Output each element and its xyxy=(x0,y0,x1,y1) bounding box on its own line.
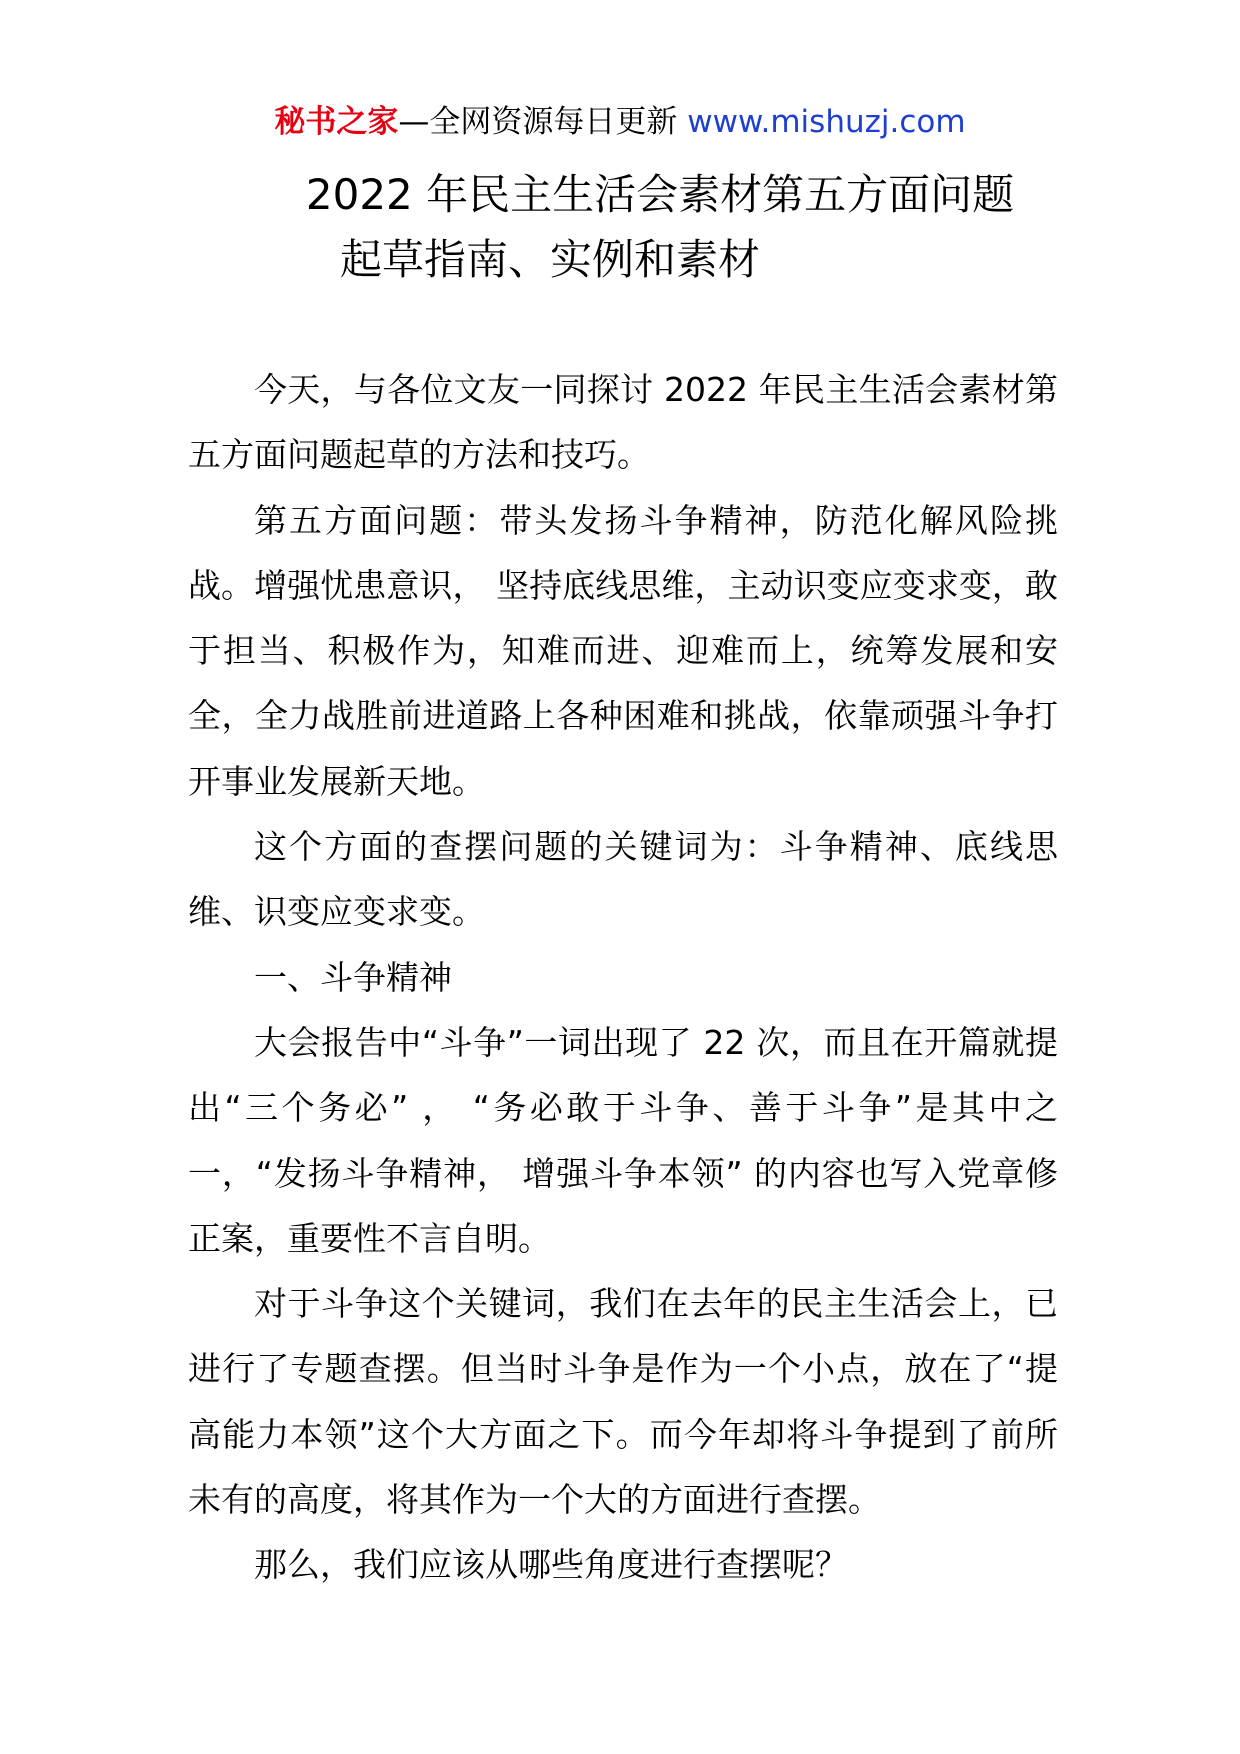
site-slogan: —全网资源每日更新 xyxy=(398,104,688,140)
brand-name: 秘书之家 xyxy=(274,104,399,140)
paragraph-keywords: 这个方面的查摆问题的关键词为：斗争精神、底线思维、识变应变求变。 xyxy=(188,827,1058,932)
document-title-line-2: 起草指南、实例和素材 xyxy=(339,235,760,284)
site-header xyxy=(0,102,1240,142)
paragraph-report-mentions: 大会报告中“斗争”一词出现了 22 次，而且在开篇就提出“三个务必” ， “务必敢于斗争、善于斗争”是其中之一，“发扬斗争精神， 增强斗争本领” 的内容也写入党章修正案，重要性不言自明。 xyxy=(188,1022,1058,1258)
section-heading-struggle-spirit: 一、斗争精神 xyxy=(254,957,452,997)
paragraph-question: 那么，我们应该从哪些角度进行查摆呢？ xyxy=(254,1545,848,1585)
document-title-line-1: 2022 年民主生活会素材第五方面问题 xyxy=(305,170,1015,219)
site-url-link[interactable]: www.mishuzj.com xyxy=(687,104,966,140)
paragraph-fifth-aspect: 第五方面问题：带头发扬斗争精神，防范化解风险挑战。增强忧患意识， 坚持底线思维，主动识变应变求变，敢于担当、积极作为，知难而进、迎难而上，统筹发展和安全，全力战胜前进道路上各种困难和挑战，依靠顽强斗争打开事业发展新天地。 xyxy=(188,500,1058,801)
document-body xyxy=(188,357,1058,1598)
paragraph-last-year: 对于斗争这个关键词，我们在去年的民主生活会上，已进行了专题查摆。但当时斗争是作为一个小点，放在了“提高能力本领”这个大方面之下。而今年却将斗争提到了前所未有的高度，将其作为一个大的方面进行查摆。 xyxy=(188,1284,1058,1520)
paragraph-intro: 今天，与各位文友一同探讨 2022 年民主生活会素材第五方面问题起草的方法和技巧。 xyxy=(188,370,1058,475)
